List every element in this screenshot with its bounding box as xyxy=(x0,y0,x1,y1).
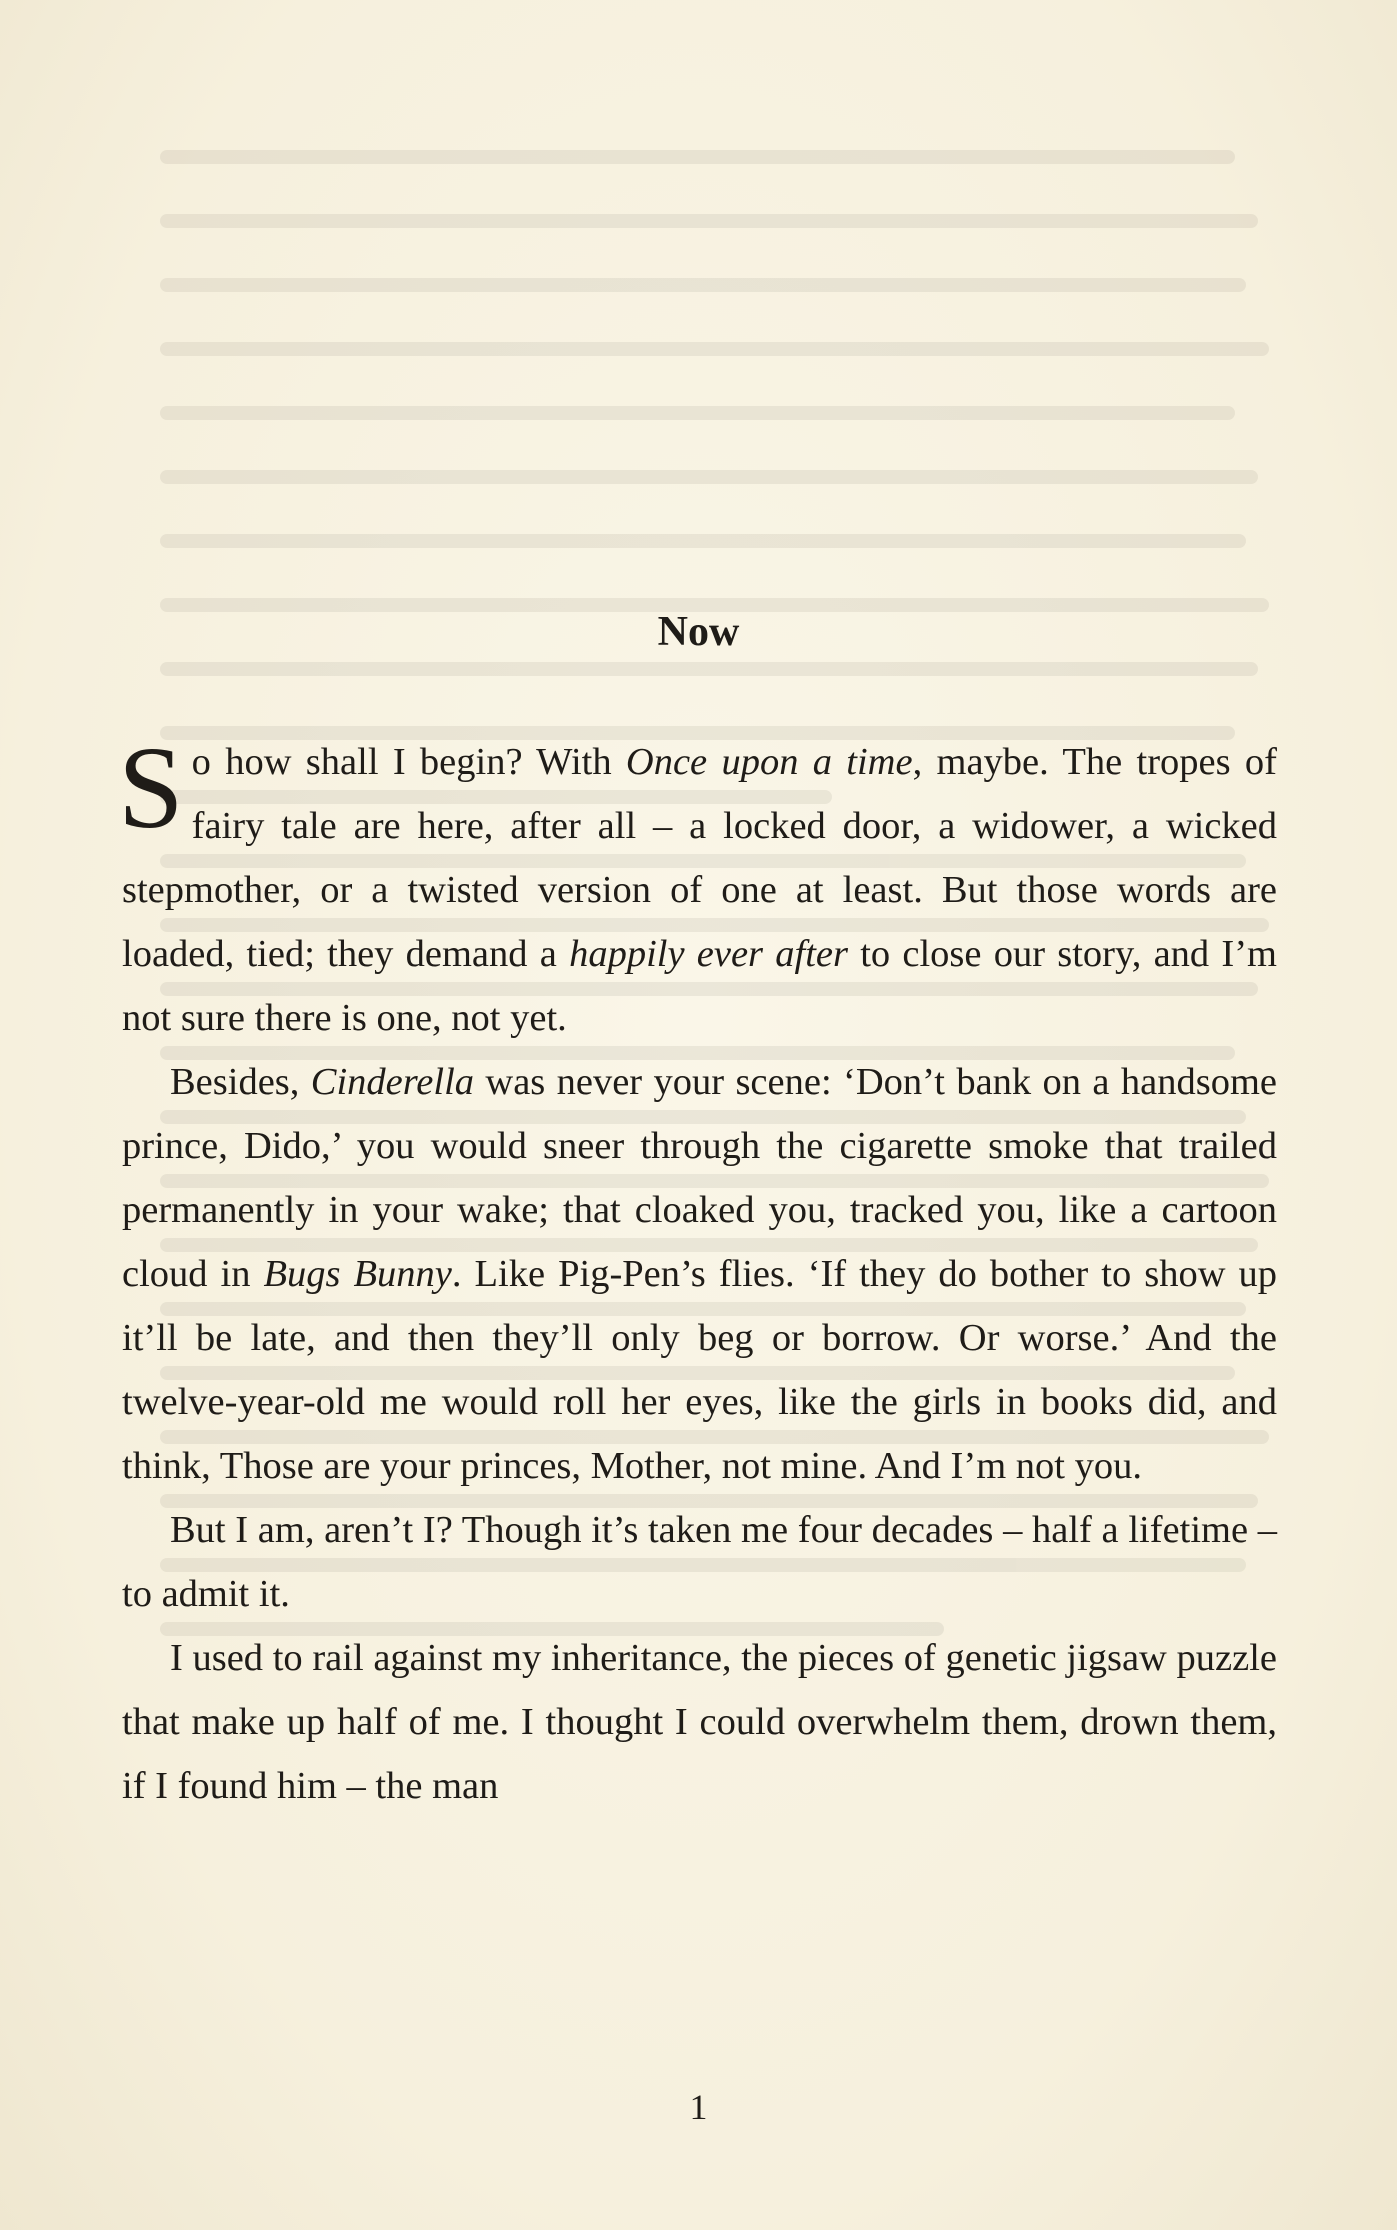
text-segment: was never your scene: ‘Don’t bank on a handsome prince, Dido,’ you would sneer through the cigarette smoke that trailed permanently in your wake; that cloaked you, tracked you, like a cartoon cloud in xyxy=(122,1061,1277,1295)
italic-text: Cinderella xyxy=(310,1061,475,1103)
paragraph xyxy=(118,722,1277,1050)
paragraph xyxy=(122,1626,1277,1818)
italic-text: happily ever after xyxy=(569,933,848,975)
chapter-body xyxy=(118,722,1278,1818)
text-segment: o how shall I begin? With xyxy=(191,741,626,783)
text-segment: But I am, aren’t I? Though it’s taken me four decades – half a lifetime – to admit it. xyxy=(122,1509,1277,1615)
text-segment: . Like Pig-Pen’s flies. ‘If they do bother to show up it’ll be late, and then they’ll only beg or borrow. Or worse.’ And the twelve-year-old me would roll her eyes, like the girls in books did, and think, Those are your princes, Mother, not mine. And I’m not you. xyxy=(122,1253,1278,1487)
text-segment: I used to rail against my inheritance, the pieces of genetic jigsaw puzzle that make up half of me. I thought I could overwhelm them, drown them, if I found him – the man xyxy=(122,1637,1277,1807)
text-segment: to close our story, and I’m not sure there is one, not yet. xyxy=(122,933,1277,1039)
text-segment: Besides, xyxy=(170,1061,311,1103)
paragraph xyxy=(122,1050,1277,1498)
chapter-title: Now xyxy=(657,609,740,655)
paragraph xyxy=(122,1498,1277,1626)
italic-text: Once upon a time xyxy=(625,741,913,783)
page-number: 1 xyxy=(689,2087,708,2127)
italic-text: Bugs Bunny xyxy=(263,1253,452,1295)
drop-cap: S xyxy=(118,722,184,853)
text-segment: , maybe. The tropes of fairy tale are here, after all – a locked door, a widower, a wicked stepmother, or a twisted version of one at least. But those words are loaded, tied; they demand a xyxy=(122,741,1277,975)
